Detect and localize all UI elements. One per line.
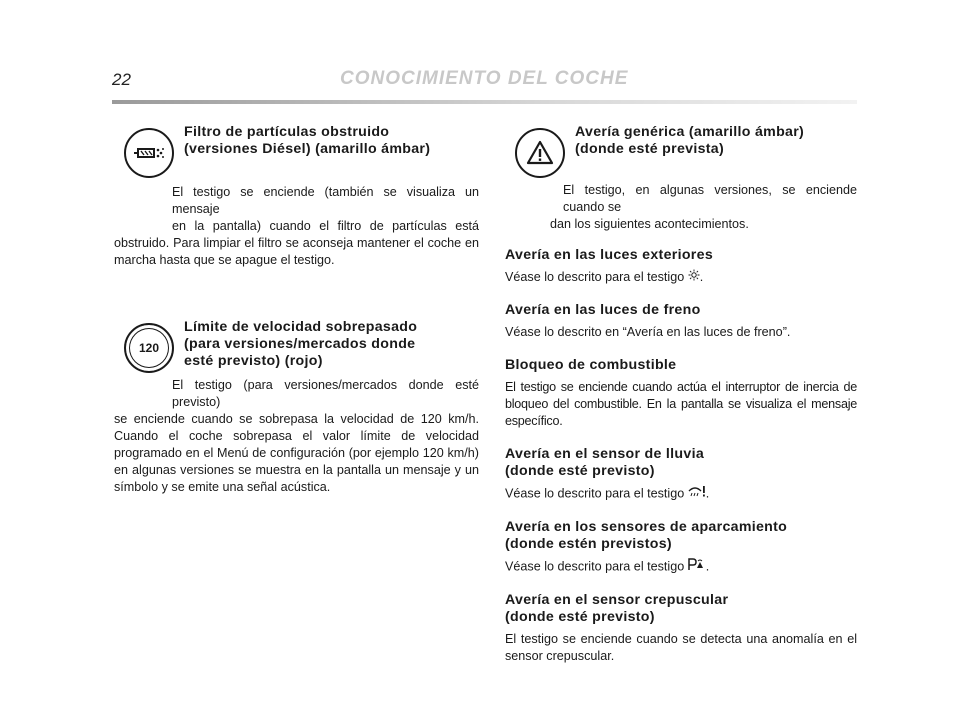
section-rain-sensor (505, 446, 857, 503)
section-heading: Avería en las luces de freno (505, 302, 701, 319)
generic-title-line1: Avería genérica (amarillo ámbar) (575, 124, 805, 140)
section-parking-sensors (505, 519, 857, 576)
section-heading-line2: (donde esté previsto) (505, 463, 655, 480)
filter-title-line1: Filtro de partículas obstruido (184, 124, 390, 140)
running-header: CONOCIMIENTO DEL COCHE (340, 68, 629, 89)
section-text: Véase lo descrito en “Avería en las luces de freno”. (505, 325, 791, 340)
parking-sensor-icon (688, 558, 706, 576)
speed-limit-value: 120 (138, 341, 160, 355)
filter-block (114, 124, 479, 269)
section-heading: Avería en el sensor crepuscular (505, 592, 729, 609)
filter-text: en la pantalla) cuando el filtro de partículas está obstruido. Para limpiar el filtro se aconseja mantener el coche en marcha hasta que se apague el testigo. (114, 219, 479, 267)
diesel-particulate-filter-icon (124, 128, 174, 178)
section-brake-lights (505, 302, 857, 341)
section-text: El testigo se enciende cuando se detecta una anomalía en el sensor crepuscular. (505, 632, 857, 664)
rain-sensor-icon (688, 485, 706, 503)
speed-text-line1: El testigo (para versiones/mercados donde esté previsto) (172, 378, 479, 409)
speed-text: se enciende cuando se sobrepasa la velocidad de 120 km/h. Cuando el coche sobrepasa el valor límite de velocidad programado en el Menú de configuración (por ejemplo 120 km/h) en algunas versiones se muestra en la pantalla un mensaje y un símbolo y se emite una señal acústica. (114, 412, 479, 494)
speed-title-line2: (para versiones/mercados donde (184, 336, 416, 352)
generic-text-line2: dan los siguientes acontecimientos. (550, 217, 749, 231)
section-heading-line2: (donde esté previsto) (505, 609, 655, 626)
section-text: Véase lo descrito para el testigo . (505, 558, 857, 576)
speed-title-line1: Límite de velocidad sobrepasado (184, 319, 418, 335)
left-column (114, 124, 479, 496)
right-column (505, 124, 857, 681)
section-heading: Avería en los sensores de aparcamiento (505, 519, 788, 536)
page-number: 22 (112, 70, 131, 89)
section-exterior-lights (505, 247, 857, 286)
section-heading: Avería en el sensor de lluvia (505, 446, 705, 463)
speed-block (114, 319, 479, 496)
section-twilight-sensor (505, 592, 857, 665)
section-text: Véase lo descrito para el testigo . (505, 269, 857, 286)
exterior-light-icon (688, 269, 700, 286)
section-heading: Avería en las luces exteriores (505, 247, 714, 263)
speed-limit-icon (124, 323, 174, 373)
filter-title-line2: (versiones Diésel) (amarillo ámbar) (184, 141, 431, 157)
header-rule (112, 100, 857, 104)
generic-title-line2: (donde esté prevista) (575, 141, 724, 157)
filter-text-line1: El testigo se enciende (también se visualiza un mensaje (172, 185, 479, 216)
generic-text-line1: El testigo, en algunas versiones, se enciende cuando se (563, 183, 857, 214)
section-heading: Bloqueo de combustible (505, 357, 677, 374)
section-heading-line2: (donde estén previstos) (505, 536, 672, 553)
speed-title-line3: esté previsto) (rojo) (184, 353, 323, 369)
section-text: Véase lo descrito para el testigo . (505, 485, 857, 503)
section-text: El testigo se enciende cuando actúa el interruptor de inercia de bloqueo del combustible. En la pantalla se visualiza el mensaje específico. (505, 380, 857, 429)
warning-triangle-icon (515, 128, 565, 178)
section-fuel-cutoff (505, 357, 857, 430)
generic-fault-block (505, 124, 857, 233)
